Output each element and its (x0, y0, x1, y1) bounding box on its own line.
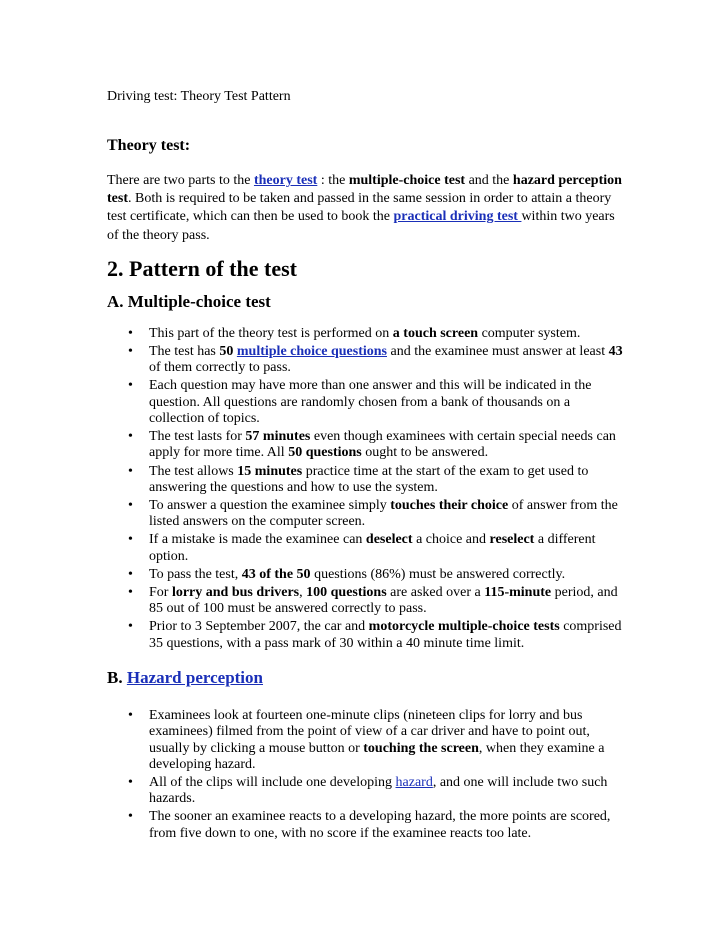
list-item (107, 498, 627, 531)
item-bold: 43 (608, 344, 623, 360)
section-title: 2. Pattern of the test (107, 256, 297, 281)
item-bold: reselect (489, 532, 535, 548)
item-text: period, and 85 out of 100 must be answered correctly to pass. (149, 584, 618, 617)
item-bold: a touch screen (392, 326, 479, 341)
item-text: are asked over a (386, 584, 485, 600)
bullet-icon: • (128, 378, 133, 394)
hazard-perception-list (107, 708, 627, 844)
item-bold: 115-minute (484, 584, 552, 600)
list-item (107, 619, 627, 652)
list-item (107, 326, 627, 342)
item-bold: lorry and bus drivers (171, 584, 300, 600)
bullet-icon: • (128, 774, 133, 790)
item-text: , and one will include two such hazards. (149, 774, 608, 807)
bullet-icon: • (128, 326, 133, 341)
item-text: To pass the test, (149, 566, 242, 582)
multiple-choice-list (107, 326, 627, 654)
item-text: of answer from the listed answers on the computer screen. (149, 497, 618, 530)
list-item (107, 585, 627, 618)
list-item (107, 567, 627, 583)
hazard-link[interactable]: hazard (395, 774, 433, 790)
item-text: To answer a question the examinee simply (149, 497, 391, 513)
subsection-prefix: B. (107, 668, 127, 687)
item-bold: 50 questions (288, 445, 362, 461)
intro-text: : the (317, 173, 349, 188)
item-text: Prior to 3 September 2007, the car and (149, 619, 369, 635)
item-text: of them correctly to pass. (149, 360, 291, 376)
list-item (107, 378, 627, 427)
multiple-choice-questions-link[interactable]: multiple choice questions (236, 344, 387, 360)
bullet-icon: • (128, 809, 133, 825)
intro-bold: multiple-choice test (348, 173, 466, 188)
item-bold: touches their choice (390, 497, 509, 513)
item-text: ought to be answered. (361, 445, 489, 461)
item-text: a different option. (149, 532, 596, 564)
item-text: For (149, 584, 172, 600)
bullet-icon: • (128, 619, 133, 635)
item-text: This part of the theory test is performed on (149, 326, 393, 341)
item-text: practice time at the start of the exam to get used to answering the questions and how to use the system. (149, 463, 589, 495)
item-text: computer system. (478, 326, 581, 341)
bullet-icon: • (128, 344, 133, 360)
intro-text: . Both is required to be taken and passed in the same session in order to attain a theory test certificate, which can then be used to book the (107, 191, 612, 225)
item-text: The test has (149, 344, 220, 360)
item-bold: 43 of the 50 (241, 566, 311, 582)
list-item (107, 532, 627, 565)
bullet-icon: • (128, 532, 133, 548)
theory-heading: Theory test: (107, 137, 191, 154)
item-text: a choice and (412, 532, 490, 548)
item-text: Each question may have more than one answer and this will be indicated in the question. All questions are randomly chosen from a bank of thousands on a collection of topics. (149, 378, 592, 427)
item-text: If a mistake is made the examinee can (149, 532, 366, 548)
bullet-icon: • (128, 429, 133, 445)
item-bold: 100 questions (306, 584, 387, 600)
list-item (107, 809, 627, 842)
list-item (107, 344, 627, 377)
intro-bold: hazard perception test (107, 173, 622, 207)
list-item (107, 775, 627, 808)
item-text: Examinees look at fourteen one-minute clips (nineteen clips for lorry and bus examinees) filmed from the point of view of a car driver and have to point out, usually by clicking a mouse button or (149, 708, 590, 756)
item-text: The sooner an examinee reacts to a developing hazard, the more points are scored, from five down to one, with no score if the examinee reacts too late. (149, 809, 611, 841)
subsection-multiple-choice-title: A. Multiple-choice test (107, 292, 271, 311)
document-kicker: Driving test: Theory Test Pattern (107, 89, 291, 104)
practical-driving-test-link[interactable]: practical driving test (393, 209, 522, 225)
bullet-icon: • (128, 463, 133, 479)
item-text: comprised 35 questions, with a pass mark of 30 within a 40 minute time limit. (149, 619, 622, 651)
bullet-icon: • (128, 584, 133, 600)
list-item (107, 429, 627, 462)
item-text: questions (86%) must be answered correctly. (310, 566, 566, 582)
list-item (107, 464, 627, 497)
intro-text: and the (465, 173, 513, 188)
item-text: even though examinees with certain special needs can apply for more time. All (149, 429, 616, 461)
item-text: The test lasts for (149, 429, 246, 445)
intro-text: There are two parts to the (107, 173, 254, 188)
item-text: , when they examine a developing hazard. (149, 740, 605, 772)
intro-paragraph (107, 172, 627, 245)
item-bold: deselect (365, 532, 413, 548)
bullet-icon: • (128, 566, 133, 582)
item-text: The test allows (149, 463, 238, 479)
item-bold: motorcycle multiple-choice tests (368, 619, 560, 635)
hazard-perception-link[interactable]: Hazard perception (126, 668, 263, 687)
bullet-icon: • (128, 497, 133, 513)
theory-test-link[interactable]: theory test (253, 173, 318, 188)
item-bold: 15 minutes (237, 463, 303, 479)
item-bold: 50 (219, 344, 234, 360)
bullet-icon: • (128, 708, 133, 723)
list-item (107, 708, 627, 773)
item-bold: 57 minutes (245, 429, 311, 445)
item-text: and the examinee must answer at least (387, 344, 609, 360)
subsection-hazard-perception-title (107, 668, 263, 688)
item-text: All of the clips will include one developing (149, 774, 396, 790)
item-text: , (299, 584, 307, 600)
item-bold: touching the screen (363, 740, 479, 756)
intro-text: within two years of the theory pass. (107, 209, 615, 243)
